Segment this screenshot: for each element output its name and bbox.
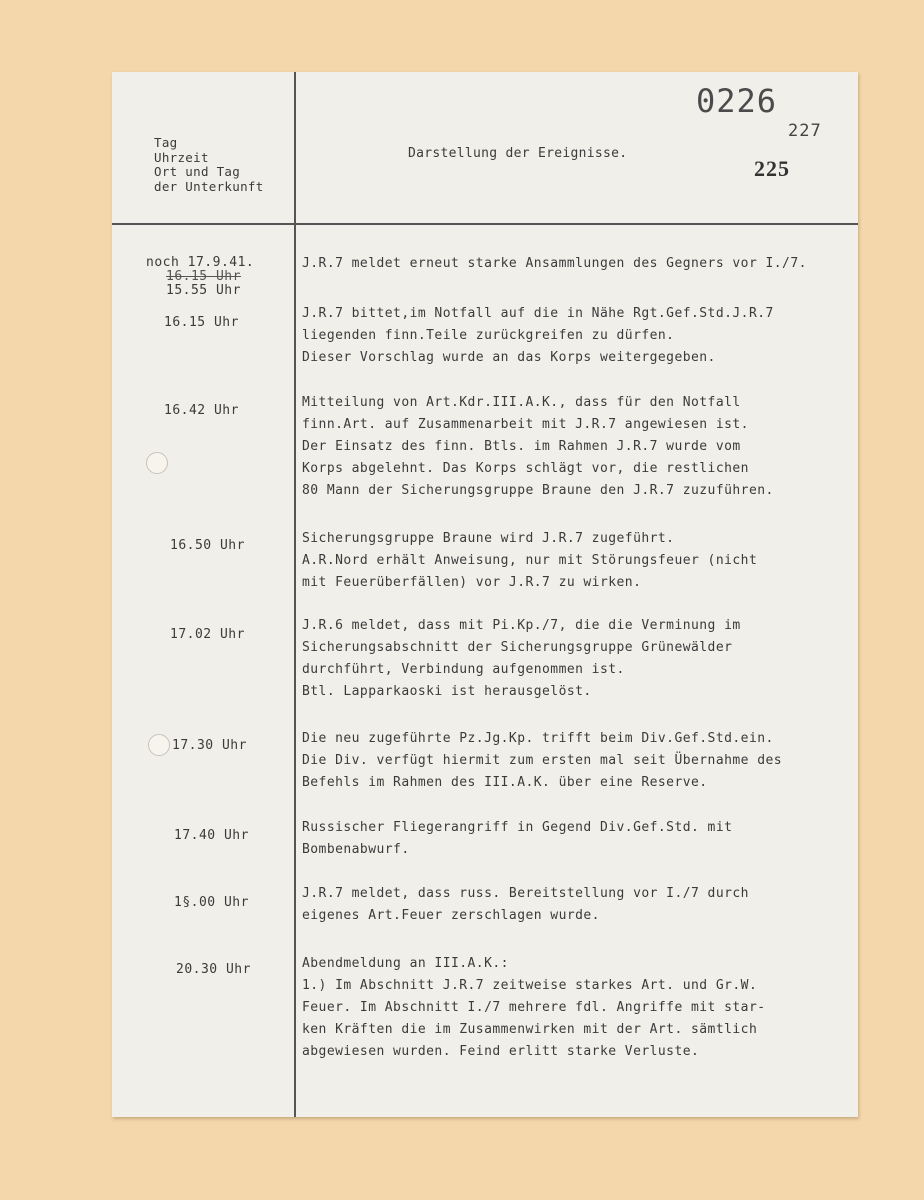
header-line: Ort und Tag [154, 164, 241, 179]
punch-hole [146, 452, 168, 474]
archive-stamp-number: 0226 [696, 82, 778, 120]
document-page [112, 72, 858, 1117]
entry-time: 16.50 Uhr [170, 538, 245, 553]
entry-text: J.R.7 meldet erneut starke Ansammlungen des Gegners vor I./7. [302, 256, 807, 271]
entry-time: noch 17.9.41. 16.15 Uhr 15.55 Uhr [146, 255, 255, 298]
column-header-title: Darstellung der Ereignisse. [408, 146, 628, 161]
entry-time: 17.40 Uhr [174, 828, 249, 843]
entry-text: Russischer Fliegerangriff in Gegend Div.Gef.Std. mit Bombenabwurf. [302, 820, 733, 857]
entry-time: 16.15 Uhr [164, 315, 239, 330]
entry-text: Abendmeldung an III.A.K.: 1.) Im Abschnitt J.R.7 zeitweise starkes Art. und Gr.W. Feuer. Im Abschnitt I./7 mehrere fdl. Angriffe mit star- ken Kräften die im Zusammenwirken mit der Art. sämtlich abgewiesen wurden. Feind erlitt starke Verluste. [302, 956, 766, 1059]
entry-time: 20.30 Uhr [176, 962, 251, 977]
entry-text: J.R.6 meldet, dass mit Pi.Kp./7, die die Verminung im Sicherungsabschnitt der Sicherungsgruppe Grünewälder durchführt, Verbindung aufgenommen ist. Btl. Lapparkaoski ist herausgelöst. [302, 618, 741, 699]
header-line: der Unterkunft [154, 178, 264, 194]
column-header-left [154, 136, 264, 194]
page-number-bold: 225 [754, 156, 790, 181]
entry-time: 17.30 Uhr [172, 738, 247, 753]
header-line: Uhrzeit [154, 149, 209, 165]
entry-text: J.R.7 bittet,im Notfall auf die in Nähe Rgt.Gef.Std.J.R.7 liegenden finn.Teile zurückgreifen zu dürfen. Dieser Vorschlag wurde an das Korps weitergegeben. [302, 306, 774, 365]
column-divider [294, 72, 296, 1117]
entry-time: 17.02 Uhr [170, 627, 245, 642]
entry-text: J.R.7 meldet, dass russ. Bereitstellung vor I./7 durch eigenes Art.Feuer zerschlagen wurde. [302, 886, 749, 923]
punch-hole [148, 734, 170, 756]
entry-text: Die neu zugeführte Pz.Jg.Kp. trifft beim Div.Gef.Std.ein. Die Div. verfügt hiermit zum ersten mal seit Übernahme des Befehls im Rahmen des III.A.K. über eine Reserve. [302, 731, 783, 790]
header-divider [112, 223, 858, 225]
entry-text: Sicherungsgruppe Braune wird J.R.7 zugeführt. A.R.Nord erhält Anweisung, nur mit Störungsfeuer (nicht mit Feuerüberfällen) vor J.R.7 zu wirken. [302, 531, 758, 590]
page-number-typed: 227 [788, 121, 822, 141]
entry-text: Mitteilung von Art.Kdr.III.A.K., dass für den Notfall finn.Art. auf Zusammenarbeit mit J.R.7 angewiesen ist. Der Einsatz des finn. Btls. im Rahmen J.R.7 wurde vom Korps abgelehnt. Das Korps schlägt vor, die restlichen 80 Mann der Sicherungsgruppe Braune den J.R.7 zuzuführen. [302, 395, 774, 498]
entry-time: 16.42 Uhr [164, 403, 239, 418]
entry-time: 1§.00 Uhr [174, 895, 249, 910]
struck-time: 16.15 Uhr [166, 269, 241, 284]
header-line: Tag [154, 135, 178, 150]
